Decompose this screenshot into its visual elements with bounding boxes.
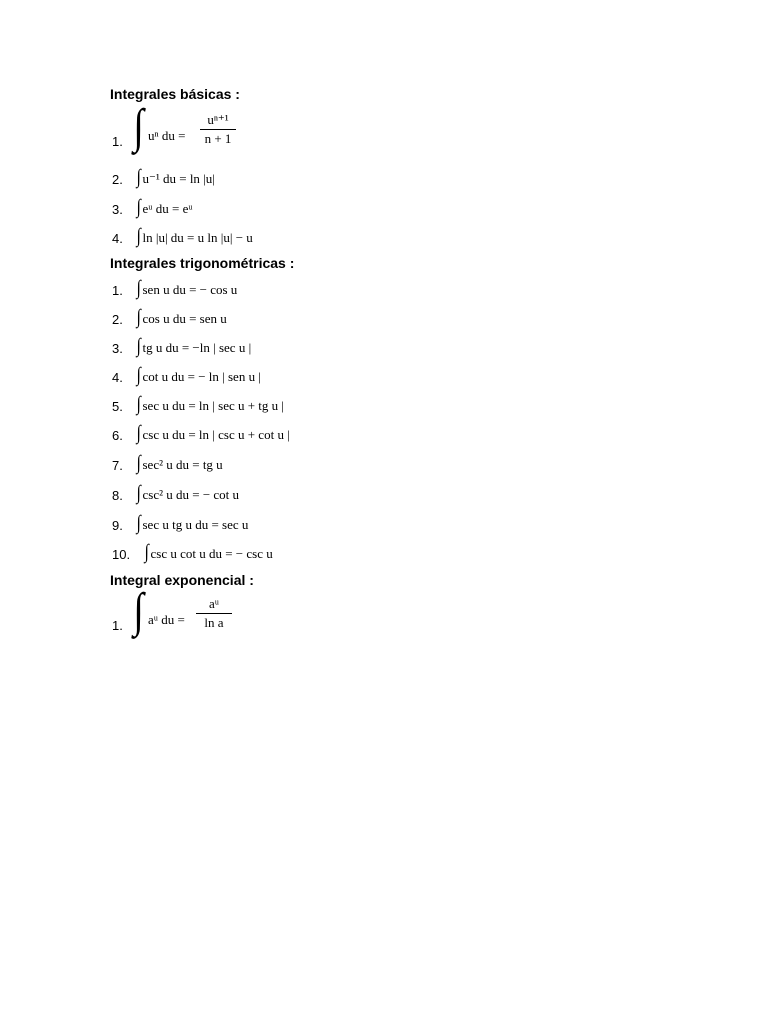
integral-sign-icon: ∫ [144,541,149,563]
section-heading-basic: Integrales básicas : [110,86,240,102]
formula-lhs: uⁿ du = [148,128,186,143]
formula-text: tg u du = −ln | sec u | [142,340,252,355]
formula-text: sec u du = ln | sec u + tg u | [142,398,285,413]
item-number: 4. [112,231,123,246]
item-number: 1. [112,618,123,633]
formula [136,482,240,504]
integral-sign-icon: ∫ [136,364,141,386]
formula [136,512,249,534]
integral-sign-icon: ∫ [133,584,144,637]
trig-item-7 [0,452,768,478]
integral-sign-icon: ∫ [136,393,141,415]
integral-sign-icon: ∫ [136,452,141,474]
formula-text: csc u cot u du = − csc u [150,546,273,561]
section-heading-trig: Integrales trigonométricas : [110,255,295,271]
trig-item-8 [0,482,768,508]
integral-sign-icon: ∫ [136,306,141,328]
formula [136,393,285,415]
formula [136,364,261,386]
basic-item-2 [0,166,768,192]
formula-text: csc² u du = − cot u [142,487,240,502]
item-number: 4. [112,370,123,385]
formula-fraction [192,596,232,631]
trig-item-4 [0,364,768,390]
formula [136,335,252,357]
integral-sign-icon: ∫ [136,482,141,504]
formula [136,422,290,444]
formula [136,196,193,218]
integral-sign-icon: ∫ [136,335,141,357]
formula-text: cot u du = − ln | sen u | [142,369,261,384]
trig-item-6 [0,422,768,448]
item-number: 1. [112,134,123,149]
formula-lhs: aᵘ du = [148,612,185,627]
formula [136,225,253,247]
trig-item-2 [0,306,768,332]
item-number: 2. [112,312,123,327]
item-number: 9. [112,518,123,533]
item-number: 3. [112,202,123,217]
formula [136,452,223,474]
item-number: 5. [112,399,123,414]
trig-item-1 [0,277,768,303]
formula-text: sec u tg u du = sec u [142,517,249,532]
trig-item-10 [0,541,768,567]
item-number: 1. [112,283,123,298]
basic-item-1 [0,100,768,166]
integral-sign-icon: ∫ [136,277,141,299]
integral-sign-icon: ∫ [133,100,144,153]
formula [144,541,273,563]
integral-sign-icon: ∫ [136,196,141,218]
exp-item-1 [0,584,768,650]
trig-item-9 [0,512,768,538]
formula [136,166,215,188]
item-number: 8. [112,488,123,503]
fraction-denominator: n + 1 [204,131,232,146]
formula [136,277,238,299]
item-number: 10. [112,547,131,562]
integral-sign-icon: ∫ [136,166,141,188]
formula [136,306,227,328]
formula-text: u⁻¹ du = ln |u| [142,171,215,186]
formula-text: eᵘ du = eᵘ [142,201,193,216]
section-heading-exp: Integral exponencial : [110,572,254,588]
formula-text: cos u du = sen u [142,311,227,326]
item-number: 3. [112,341,123,356]
trig-item-3 [0,335,768,361]
formula-text: ln |u| du = u ln |u| − u [142,230,253,245]
integral-sign-icon: ∫ [136,512,141,534]
integral-sign-icon: ∫ [136,225,141,247]
formula-text: sec² u du = tg u [142,457,223,472]
fraction-denominator: ln a [204,615,224,630]
trig-item-5 [0,393,768,419]
basic-item-4 [0,225,768,251]
integral-sign-icon: ∫ [136,422,141,444]
formula-fraction [196,112,236,147]
fraction-numerator: aᵘ [208,596,220,611]
fraction-numerator: uⁿ⁺¹ [207,112,229,127]
item-number: 6. [112,428,123,443]
item-number: 2. [112,172,123,187]
item-number: 7. [112,458,123,473]
formula-text: sen u du = − cos u [142,282,238,297]
basic-item-3 [0,196,768,222]
formula-text: csc u du = ln | csc u + cot u | [142,427,290,442]
